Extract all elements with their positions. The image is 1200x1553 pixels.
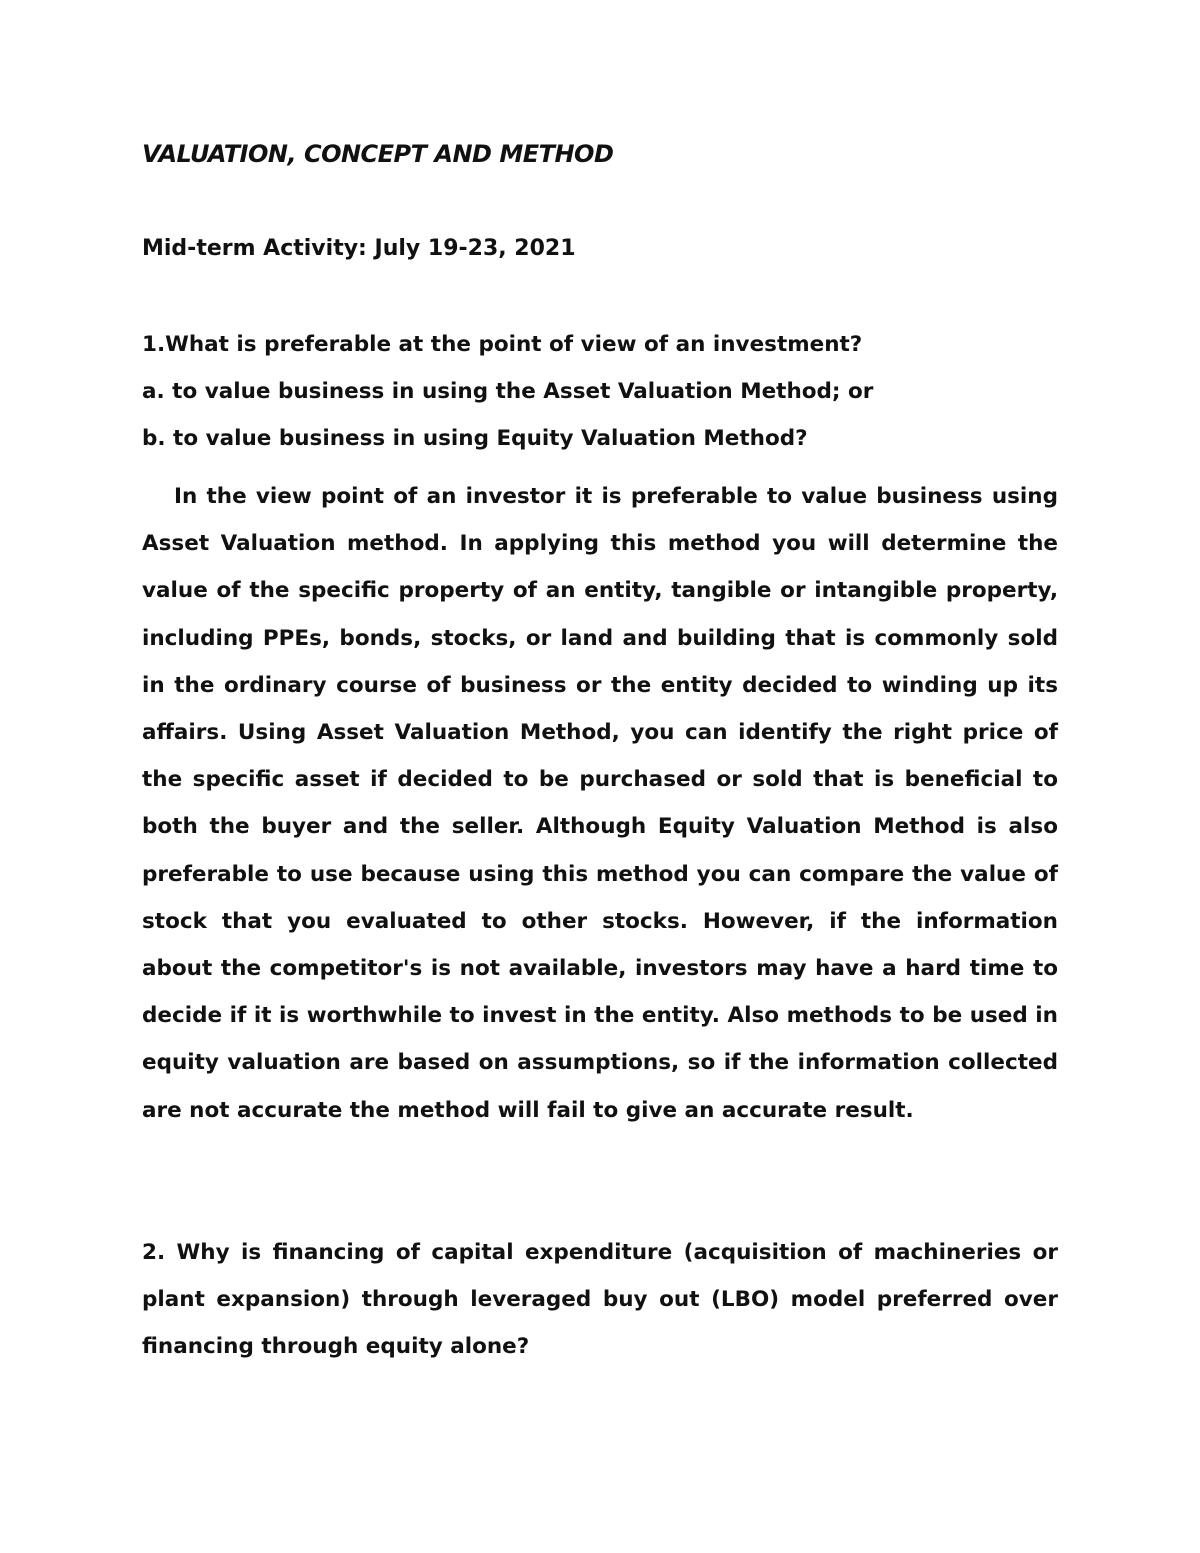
document-page <box>142 0 1058 1553</box>
question-1-prompt: 1.What is preferable at the point of view of an investment? <box>142 332 863 357</box>
question-2-prompt: 2. Why is financing of capital expenditure (acquisition of machineries or plant expansion) through leveraged buy out (LBO) model preferred over financing through equity alone? <box>142 1240 1058 1360</box>
question-1-option-a: a. to value business in using the Asset Valuation Method; or <box>142 379 874 404</box>
document-title: VALUATION, CONCEPT AND METHOD <box>142 140 614 168</box>
question-1-answer: In the view point of an investor it is preferable to value business using Asset Valuation method. In applying this method you will determine the value of the specific property of an entity, tangible or intangible property, including PPEs, bonds, stocks, or land and building that is commonly sold in the ordinary course of business or the entity decided to winding up its affairs. Using Asset Valuation Method, you can identify the right price of the specific asset if decided to be purchased or sold that is beneficial to both the buyer and the seller. Although Equity Valuation Method is also preferable to use because using this method you can compare the value of stock that you evaluated to other stocks. However, if the information about the competitor's is not available, investors may have a hard time to decide if it is worthwhile to invest in the entity. Also methods to be used in equity valuation are based on assumptions, so if the information collected are not accurate the method will fail to give an accurate result. <box>142 484 1058 1123</box>
question-1-option-b: b. to value business in using Equity Valuation Method? <box>142 426 808 451</box>
activity-subtitle: Mid-term Activity: July 19-23, 2021 <box>142 236 576 261</box>
